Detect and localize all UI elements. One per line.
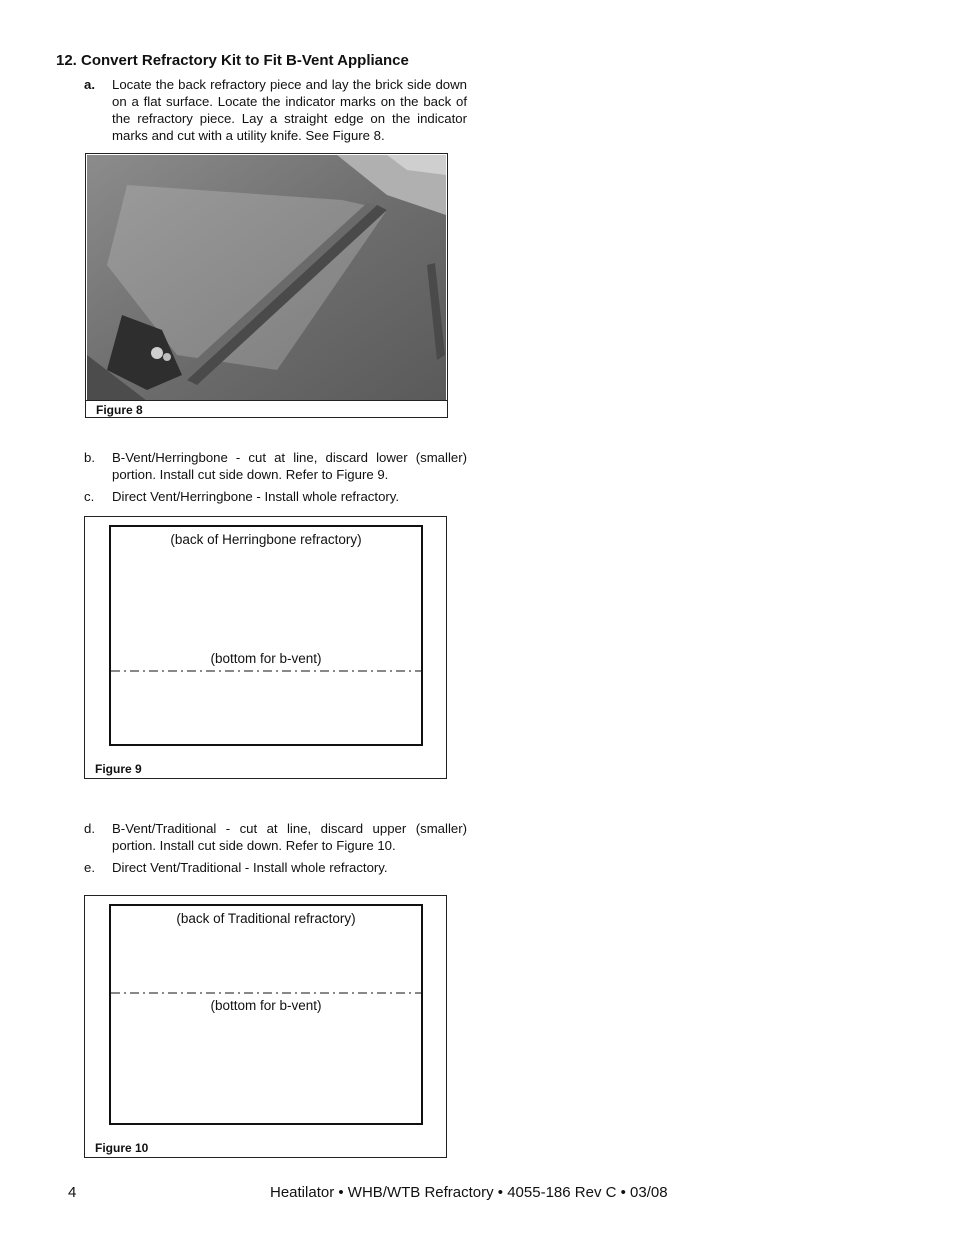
step-d-text: B-Vent/Traditional - cut at line, discard upper (smaller) portion. Install cut side down. Refer to Figure 10. [112,821,467,853]
figure-10-cut-line [111,991,421,995]
step-c-label: c. [84,489,95,504]
figure-8-caption: Figure 8 [96,403,143,417]
figure-9 [84,516,447,779]
figure-10-cut-label: (bottom for b-vent) [210,998,322,1013]
figure-8 [85,153,448,418]
step-c [84,488,468,506]
figure-9-caption: Figure 9 [95,762,142,776]
step-c-text: Direct Vent/Herringbone - Install whole refractory. [112,489,400,504]
figure-9-top-label: (back of Herringbone refractory) [170,532,362,547]
figure-8-photo [87,155,446,401]
step-b-text: B-Vent/Herringbone - cut at line, discard lower (smaller) portion. Install cut side down. Refer to Figure 9. [112,450,467,482]
document-info: Heatilator • WHB/WTB Refractory • 4055-186 Rev C • 03/08 [270,1184,668,1201]
figure-9-cut-line [111,669,421,673]
step-b [84,449,468,485]
step-b-label: b. [84,450,95,465]
step-d [84,820,468,856]
step-e-label: e. [84,860,95,875]
herringbone-refractory-outline [109,525,423,746]
traditional-refractory-outline [109,904,423,1125]
figure-8-caption-bar [86,400,447,401]
step-e [84,859,468,877]
step-e-text: Direct Vent/Traditional - Install whole refractory. [112,860,388,875]
step-a-text: Locate the back refractory piece and lay the brick side down on a flat surface. Locate the indicator marks on the back of the refractory piece. Lay a straight edge on the indicator marks and cut with a utility knife. See Figure 8. [112,77,467,143]
figure-10 [84,895,447,1158]
step-d-label: d. [84,821,95,836]
step-a [84,76,468,146]
figure-10-caption: Figure 10 [95,1141,149,1155]
figure-9-cut-label: (bottom for b-vent) [210,651,322,666]
refractory-cutting-photo [87,155,446,401]
figure-10-top-label: (back of Traditional refractory) [176,911,356,926]
page-number: 4 [68,1184,77,1201]
step-a-label: a. [84,77,95,92]
section-heading: 12. Convert Refractory Kit to Fit B-Vent Appliance [56,52,409,69]
